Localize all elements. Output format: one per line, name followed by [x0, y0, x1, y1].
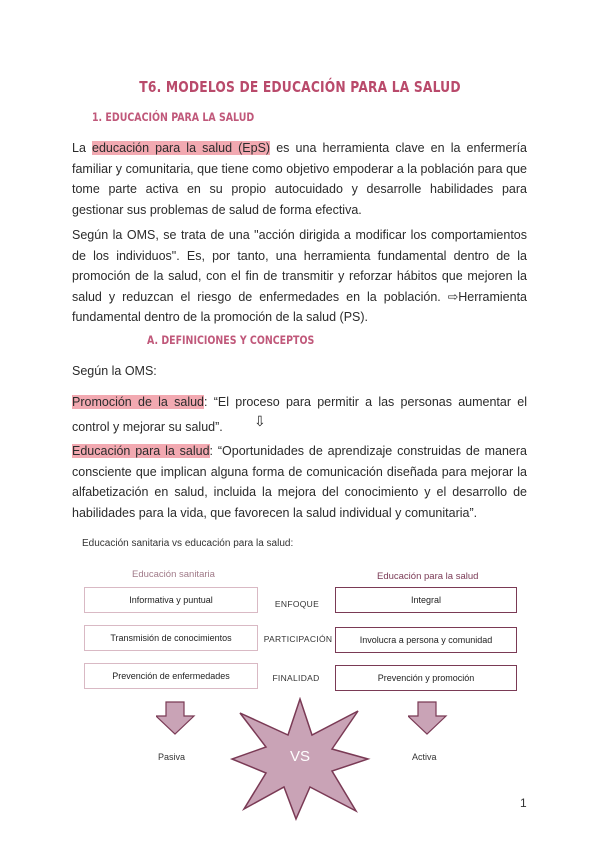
paragraph-educacion — [72, 441, 527, 523]
left-box-finalidad: Prevención de enfermedades — [84, 663, 258, 689]
passive-label: Pasiva — [158, 752, 186, 762]
highlight-eps: educación para la salud (EpS) — [92, 141, 271, 155]
label-finalidad: FINALIDAD — [272, 673, 320, 683]
left-box-enfoque: Informativa y puntual — [84, 587, 258, 613]
paragraph-oms: Según la OMS, se trata de una "acción dirigida a modificar los comportamientos de los individuos". Es, por tanto, una herramienta fundamental dentro de la promoción de la salud, con el fin de transmitir y reforzar hábitos que mejoren la salud y reduzcan el riesgo de enfermedades en la población. ⇨Herramienta fundamental dentro de la promoción de la salud (PS). — [72, 228, 527, 324]
right-box-finalidad: Prevención y promoción — [335, 665, 517, 691]
section-heading-1: 1. EDUCACIÓN PARA LA SALUD — [92, 110, 255, 124]
left-box-participacion: Transmisión de conocimientos — [84, 625, 258, 651]
highlight-educacion: Educación para la salud — [72, 444, 210, 458]
right-box-enfoque: Integral — [335, 587, 517, 613]
right-down-arrow-icon — [408, 700, 448, 736]
down-arrow-icon: ⇩ — [254, 413, 266, 429]
paragraph-text: La — [72, 141, 93, 155]
highlight-promocion: Promoción de la salud — [72, 395, 204, 409]
section-heading-a: A. DEFINICIONES Y CONCEPTOS — [147, 333, 315, 347]
right-column-heading: Educación para la salud — [377, 571, 479, 582]
paragraph-segun-oms: Según la OMS: — [72, 364, 157, 378]
paragraph-text: : “Oportunidades de aprendizaje construidas de manera consciente que implican alguna forma de comunicación diseñada para mejorar la alfabetización en salud, incluida la mejora del conocimiento y el desarrollo de habilidades para la vida, que favorecen la salud individual y comunitaria”. — [72, 444, 527, 520]
label-participacion: PARTICIPACIÓN — [263, 634, 333, 644]
paragraph-text: es una herramienta clave en la enfermería familiar y comunitaria, que tiene como objetivo empoderar a la población para que tome parte activa en su propio autocuidado y desarrolle habilidades para gestionar sus problemas de salud de forma efectiva. — [72, 141, 527, 217]
page-number: 1 — [520, 796, 527, 810]
label-enfoque: ENFOQUE — [274, 599, 320, 609]
diagram-caption: Educación sanitaria vs educación para la salud: — [82, 538, 294, 549]
paragraph-promocion — [72, 390, 527, 440]
active-label: Activa — [412, 752, 437, 762]
left-column-heading: Educación sanitaria — [132, 569, 215, 580]
paragraph-eps-intro — [72, 138, 527, 220]
paragraph-text: : “El proceso para permitir a las personas aumentar el control y mejorar su salud”. — [72, 395, 527, 434]
left-down-arrow-icon — [156, 700, 196, 736]
page-title: T6. MODELOS DE EDUCACIÓN PARA LA SALUD — [139, 78, 461, 96]
right-box-participacion: Involucra a persona y comunidad — [335, 627, 517, 653]
vs-label: VS — [289, 748, 310, 765]
